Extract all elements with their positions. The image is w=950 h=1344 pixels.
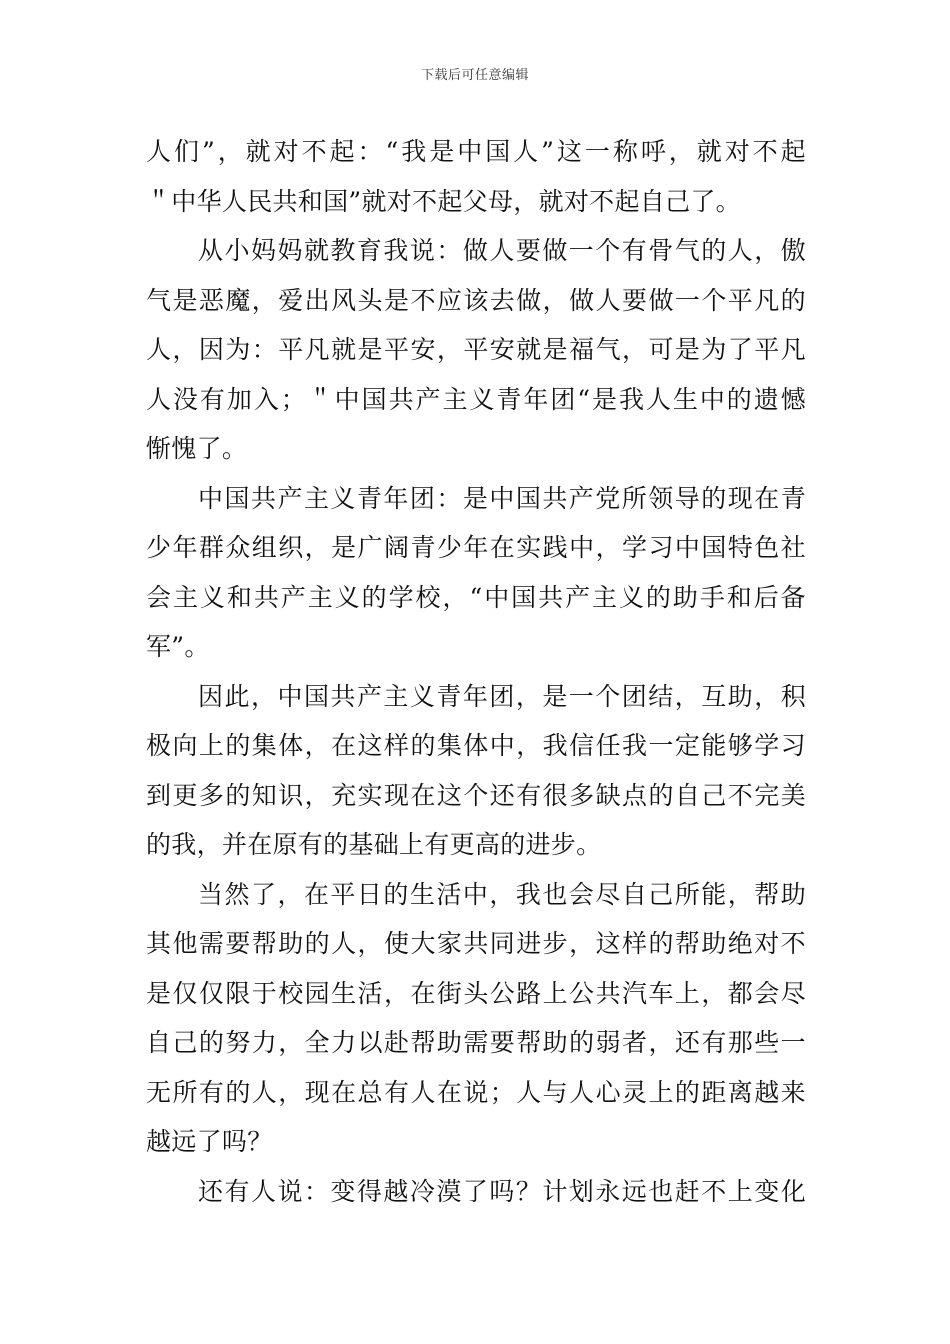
paragraph-first-line: 当然了，在平日的生活中，我也会尽自己所能，帮助 [198, 879, 806, 909]
text-line: 自己的努力，全力以赴帮助需要帮助的弱者，还有那些一 [146, 1028, 806, 1057]
text-line: 其他需要帮助的人，使大家共同进步，这样的帮助绝对不 [146, 929, 806, 958]
text-line: 越远了吗？ [146, 1127, 273, 1156]
text-line: 气是恶魔，爱出风头是不应该去做，做人要做一个平凡的 [146, 285, 806, 315]
text-line: ＂中华人民共和国”就对不起父母，就对不起自己了。 [146, 186, 741, 216]
paragraph-first-line: 还有人说：变得越冷漠了吗？计划永远也赶不上变化 [198, 1176, 806, 1206]
paragraph-first-line: 从小妈妈就教育我说：做人要做一个有骨气的人，傲 [198, 236, 806, 265]
text-line: 到更多的知识，充实现在这个还有很多缺点的自己不完美 [146, 780, 806, 810]
text-line: 人们”，就对不起：“我是中国人”这一称呼，就对不起 [146, 137, 806, 166]
text-line: 会主义和共产主义的学校，“中国共产主义的助手和后备 [146, 582, 806, 612]
text-line: 是仅仅限于校园生活，在街头公路上公共汽车上，都会尽 [146, 978, 806, 1008]
paragraph-first-line: 因此，中国共产主义青年团，是一个团结，互助，积 [198, 681, 806, 711]
text-line: 惭愧了。 [146, 434, 248, 463]
text-line: 少年群众组织，是广阔青少年在实践中，学习中国特色社 [146, 533, 806, 562]
text-line: 军”。 [146, 632, 210, 661]
text-line: 人没有加入；＂中国共产主义青年团“是我人生中的遗憾 [146, 384, 806, 414]
paragraph-first-line: 中国共产主义青年团：是中国共产党所领导的现在青 [198, 483, 806, 513]
document-body [146, 127, 806, 1216]
text-line: 的我，并在原有的基础上有更高的进步。 [146, 830, 602, 859]
text-line: 人，因为：平凡就是平安，平安就是福气，可是为了平凡 [146, 335, 806, 364]
page-header: 下载后可任意编辑 [420, 68, 529, 83]
text-line: 极向上的集体，在这样的集体中，我信任我一定能够学习 [146, 731, 806, 760]
text-line: 无所有的人，现在总有人在说；人与人心灵上的距离越来 [146, 1077, 806, 1107]
